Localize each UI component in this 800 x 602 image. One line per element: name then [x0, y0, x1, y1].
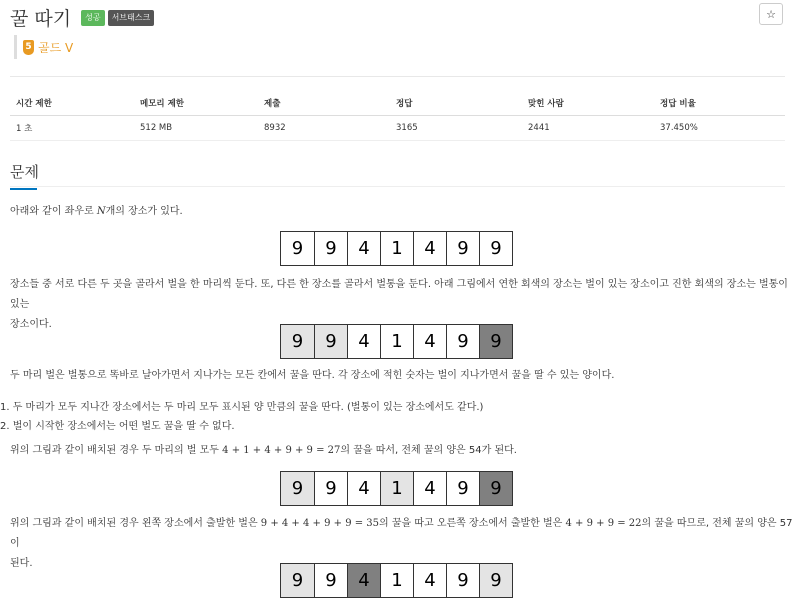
list-item: 2. 벌이 시작한 장소에서는 어떤 벌도 꿀을 딸 수 없다.: [0, 421, 235, 432]
figure-row: [280, 471, 513, 506]
paragraph: 두 마리 벌은 벌통으로 똑바로 날아가면서 지나가는 모든 칸에서 꿀을 딴다. 각 장소에 적힌 숫자는 벌이 지나가면서 꿀을 딸 수 있는 양이다.: [10, 370, 615, 381]
figure-cell: 4: [347, 564, 380, 597]
figure-cell: 9: [281, 325, 314, 358]
figure-cell: 4: [413, 472, 446, 505]
tier-text: 골드 V: [38, 40, 74, 55]
text-span: 의 꿀을 따므로, 전체 꿀의 양은 57이: [10, 518, 793, 549]
stats-value: 3165: [390, 116, 522, 141]
stats-header: 맞힌 사람: [522, 91, 654, 116]
text-span: 개의 장소가 있다.: [105, 206, 183, 217]
figure-cell: 9: [281, 472, 314, 505]
stats-header: 정답: [390, 91, 522, 116]
figure-cell: 9: [446, 325, 479, 358]
paragraph: [10, 441, 517, 461]
tier-label: [14, 35, 73, 59]
figure-cell: 4: [413, 325, 446, 358]
stats-header: 제출: [258, 91, 390, 116]
section-title: 문제: [10, 163, 39, 181]
figure-cell: 4: [347, 472, 380, 505]
figure-cell: 1: [380, 325, 413, 358]
figure-cell: 9: [446, 472, 479, 505]
figure-cell: 4: [347, 232, 380, 265]
page-title: 꿀 따기: [10, 8, 72, 30]
text-span: 위의 그림과 같이 배치된 경우 두 마리의 벌 모두: [10, 445, 223, 456]
figure-cell: 9: [314, 232, 347, 265]
stats-value: 1 초: [10, 116, 134, 141]
text-span: 의 꿀을 따고 오른쪽 장소에서 출발한 벌은: [379, 518, 566, 529]
figure-cell: 9: [314, 472, 347, 505]
text-line: 장소들 중 서로 다른 두 곳을 골라서 벌을 한 마리씩 둔다. 또, 다른 한 장소를 골라서 벌통을 둔다. 아래 그림에서 연한 회색의 장소는 벌이 있는 장소이고 진한 회색의 장소는 벌통이 있는: [10, 279, 788, 310]
text-span: 의 꿀을 따서, 전체 꿀의 양은 54가 된다.: [340, 445, 517, 456]
figure-row: [280, 324, 513, 359]
subtask-badge: 서브태스크: [108, 10, 155, 26]
figure-row: [280, 563, 513, 598]
problem-header: [10, 4, 154, 31]
math-expression: 9 + 4 + 4 + 9 + 9 = 35: [260, 518, 380, 529]
stats-value: 37.450%: [654, 116, 785, 141]
figure-cell: 9: [314, 564, 347, 597]
math-var: N: [96, 206, 106, 217]
figure-cell: 9: [281, 564, 314, 597]
stats-table: [10, 91, 785, 141]
text-span: 위의 그림과 같이 배치된 경우 왼쪽 장소에서 출발한 벌은: [10, 518, 261, 529]
success-badge: 성공: [81, 10, 104, 26]
figure-cell: 9: [479, 472, 512, 505]
figure-cell: 9: [281, 232, 314, 265]
figure-cell: 4: [413, 564, 446, 597]
figure-cell: 1: [380, 232, 413, 265]
stats-header: 정답 비율: [654, 91, 785, 116]
figure-cell: 9: [446, 232, 479, 265]
paragraph: [10, 202, 183, 222]
stats-value: 512 MB: [134, 116, 258, 141]
stats-header-row: [10, 91, 785, 116]
figure-cell: 1: [380, 472, 413, 505]
text-line: 장소이다.: [10, 319, 52, 330]
text-line: [10, 514, 795, 554]
math-expression: 4 + 1 + 4 + 9 + 9 = 27: [222, 445, 341, 456]
stats-value: 2441: [522, 116, 654, 141]
stats-value: 8932: [258, 116, 390, 141]
stats-header: 메모리 제한: [134, 91, 258, 116]
text-span: 아래와 같이 좌우로: [10, 206, 97, 217]
divider: [10, 76, 785, 77]
text-line: 된다.: [10, 558, 33, 569]
stats-value-row: [10, 116, 785, 141]
stats-header: 시간 제한: [10, 91, 134, 116]
figure-cell: 1: [380, 564, 413, 597]
section-underline: [10, 188, 37, 190]
list-item: 1. 두 마리가 모두 지나간 장소에서는 두 마리 모두 표시된 양 만큼의 꿀을 딴다. (벌통이 있는 장소에서도 같다.): [0, 402, 484, 413]
figure-cell: 9: [479, 325, 512, 358]
figure-cell: 9: [314, 325, 347, 358]
star-icon: ☆: [766, 7, 776, 21]
figure-row: [280, 231, 513, 266]
tier-gem-icon: 5: [23, 40, 34, 55]
figure-cell: 4: [413, 232, 446, 265]
divider: [10, 186, 785, 187]
figure-cell: 9: [479, 564, 512, 597]
figure-cell: 4: [347, 325, 380, 358]
math-expression: 4 + 9 + 9 = 22: [565, 518, 642, 529]
star-button[interactable]: [759, 3, 783, 25]
figure-cell: 9: [479, 232, 512, 265]
figure-cell: 9: [446, 564, 479, 597]
